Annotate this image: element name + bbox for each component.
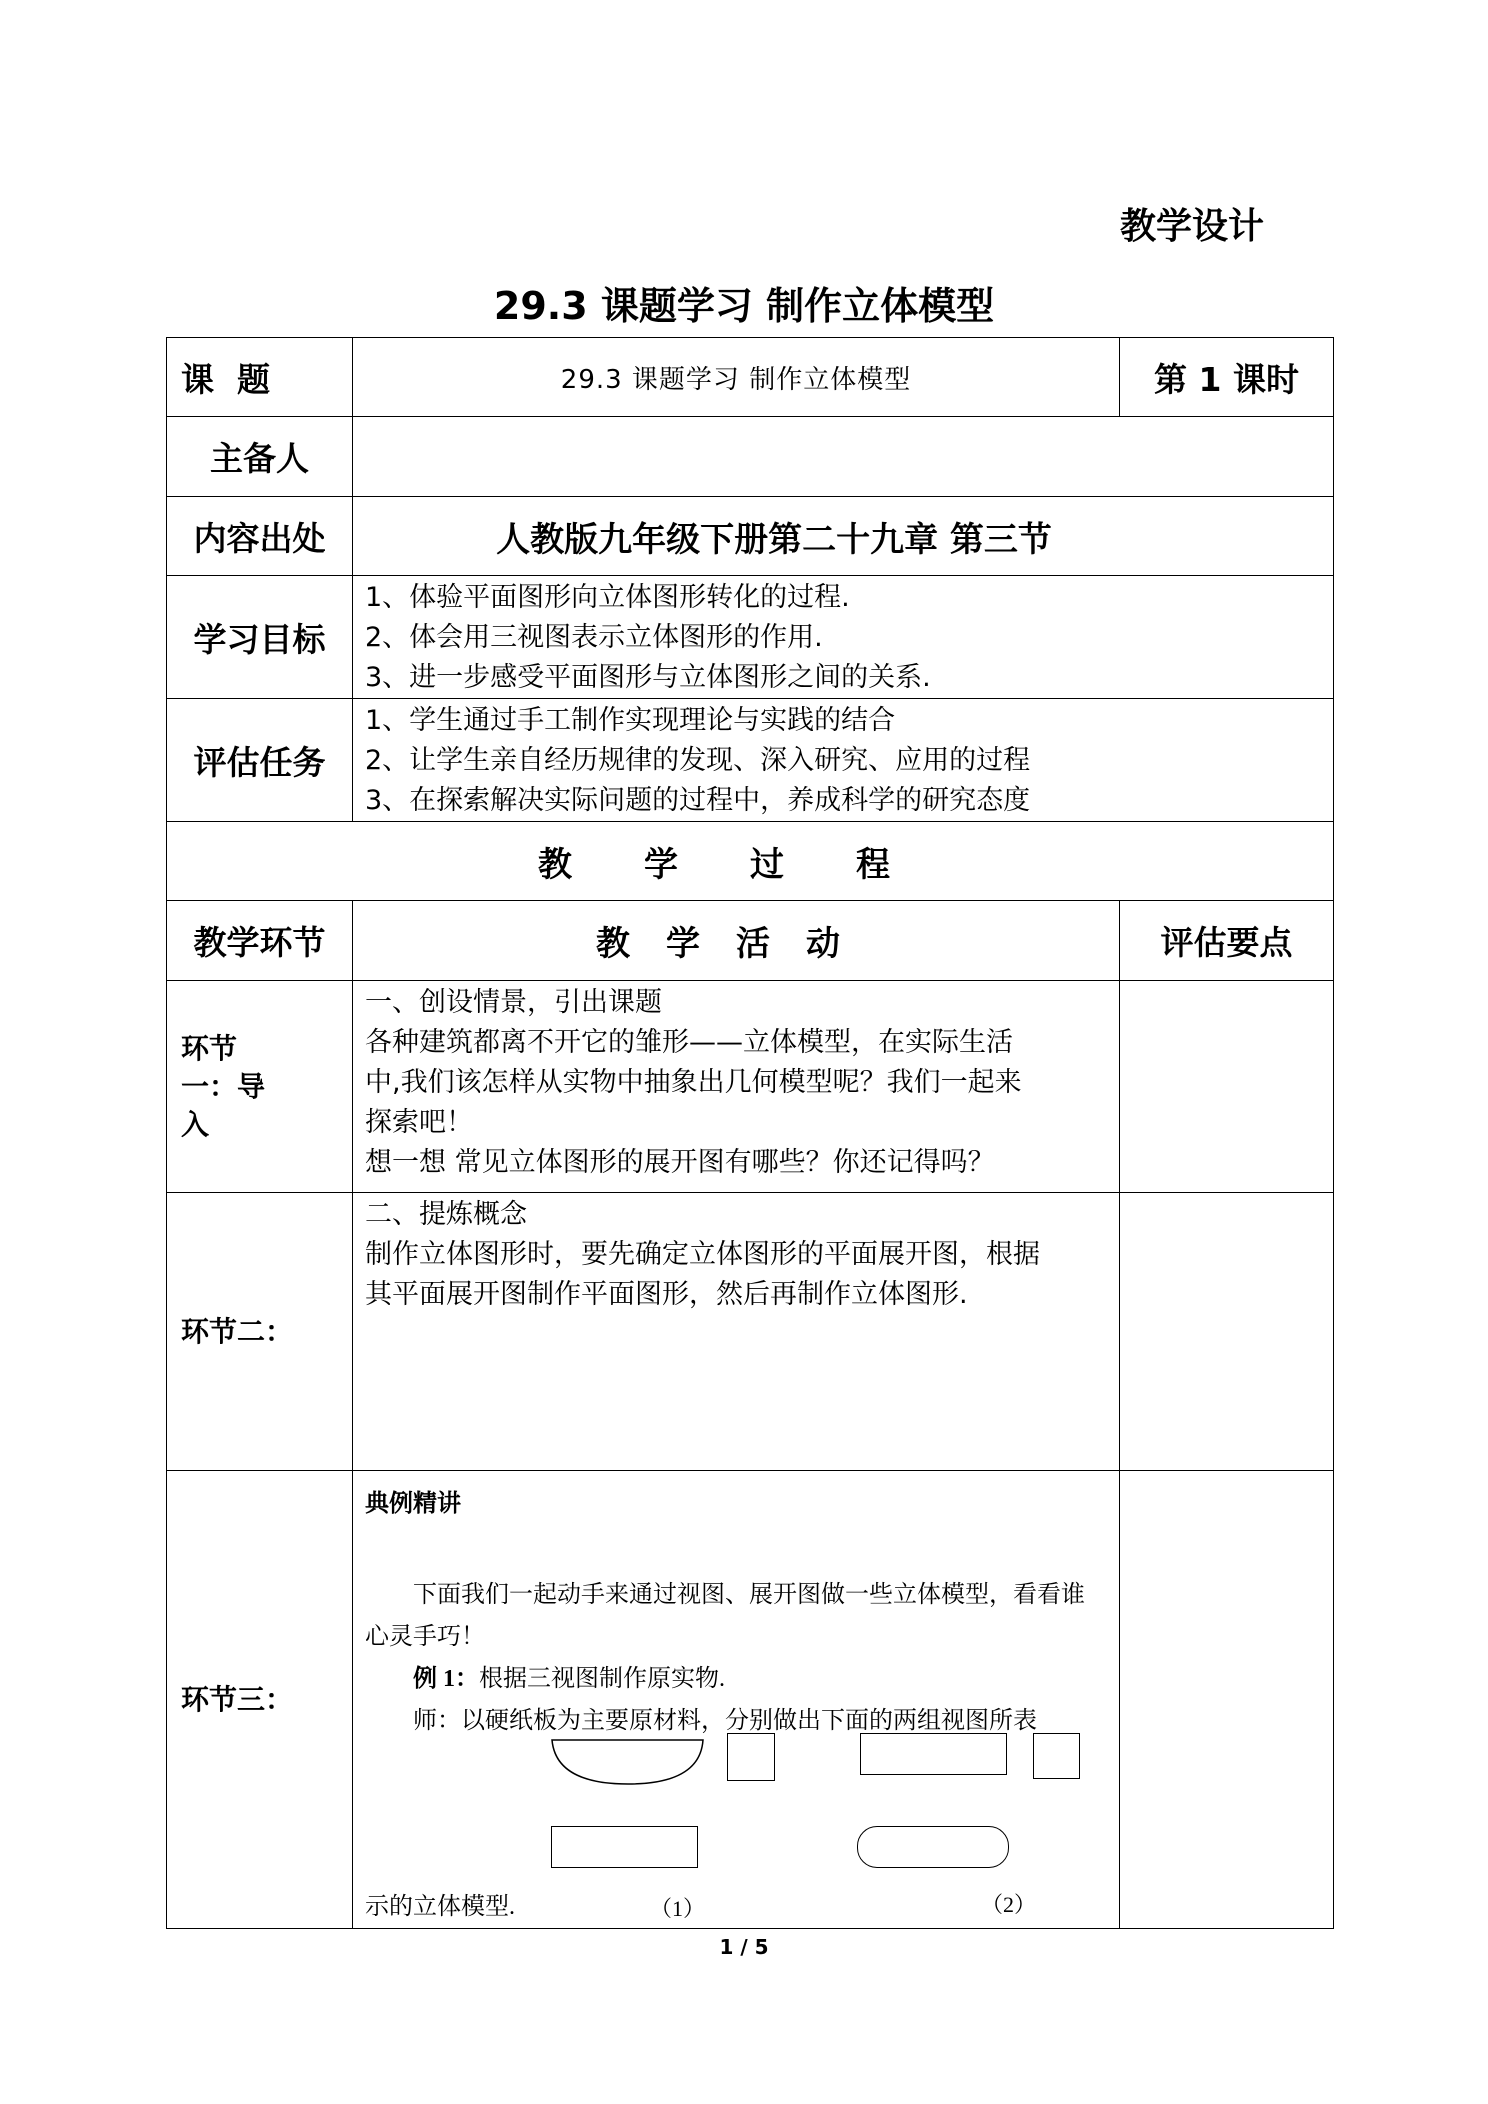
stage3-eval [1120, 1471, 1334, 1929]
example-text: 根据三视图制作原实物. [479, 1666, 725, 1692]
process-header: 教学过程 [167, 822, 1334, 901]
rect-top-view-1 [551, 1826, 698, 1868]
period-label: 第 1 课时 [1120, 338, 1334, 417]
stage2-label: 环节二： [167, 1193, 353, 1471]
stage3-row [167, 1471, 1334, 1929]
stage1-line: 各种建筑都离不开它的雏形——立体模型，在实际生活 [365, 1027, 1013, 1058]
assessment-list [353, 699, 1334, 822]
assessment-item: 2、让学生亲自经历规律的发现、深入研究、应用的过程 [365, 745, 1031, 776]
figure-caption-1: （1） [650, 1896, 706, 1921]
stage2-line: 制作立体图形时，要先确定立体图形的平面展开图，根据 [365, 1239, 1040, 1270]
stage1-content [353, 981, 1120, 1193]
stage1-label: 环节一：导入 [167, 981, 353, 1193]
example-heading: 典例精讲 [365, 1489, 461, 1517]
goal-item: 2、体会用三视图表示立体图形的作用. [365, 622, 823, 653]
assessment-item: 1、学生通过手工制作实现理论与实践的结合 [365, 705, 896, 736]
stage3-label: 环节三： [167, 1471, 353, 1929]
example-intro: 下面我们一起动手来通过视图、展开图做一些立体模型，看看谁心灵手巧！ [365, 1582, 1085, 1650]
semicircle-front-view [550, 1738, 705, 1786]
rect-front-view-2 [860, 1733, 1007, 1775]
goals-row [167, 576, 1334, 699]
col-eval: 评估要点 [1120, 901, 1334, 981]
stage2-eval [1120, 1193, 1334, 1471]
lead-label: 主备人 [167, 417, 353, 497]
process-header-row [167, 822, 1334, 901]
teacher-line: 师：以硬纸板为主要原材料，分别做出下面的两组视图所表 [413, 1708, 1037, 1734]
assessment-item: 3、在探索解决实际问题的过程中，养成科学的研究态度 [365, 785, 1031, 816]
col-stage: 教学环节 [167, 901, 353, 981]
topic-row [167, 338, 1334, 417]
stadium-top-view [857, 1826, 1009, 1868]
square-side-view [727, 1733, 775, 1781]
columns-row [167, 901, 1334, 981]
example-line [365, 1658, 1107, 1700]
goal-item: 1、体验平面图形向立体图形转化的过程. [365, 582, 850, 613]
figure-caption-2: （2） [981, 1892, 1037, 1917]
stage1-line: 探索吧！ [365, 1107, 473, 1138]
lead-value [353, 417, 1334, 497]
lesson-table [166, 337, 1334, 1929]
doc-label: 教学设计 [1120, 206, 1265, 247]
source-label: 内容出处 [167, 497, 353, 576]
goals-list [353, 576, 1334, 699]
stage1-line: 一、创设情景，引出课题 [365, 987, 662, 1018]
source-row [167, 497, 1334, 576]
goal-item: 3、进一步感受平面图形与立体图形之间的关系. [365, 662, 931, 693]
example-label: 例 1： [413, 1666, 479, 1692]
ending-line: 示的立体模型. [365, 1894, 515, 1920]
stage2-line: 其平面展开图制作平面图形，然后再制作立体图形. [365, 1279, 968, 1310]
topic-value: 29.3 课题学习 制作立体模型 [353, 338, 1120, 417]
goals-label: 学习目标 [167, 576, 353, 699]
stage1-line: 想一想 常见立体图形的展开图有哪些？你还记得吗？ [365, 1147, 995, 1178]
col-activity: 教学活动 [353, 901, 1120, 981]
stage2-row [167, 1193, 1334, 1471]
page-title: 29.3 课题学习 制作立体模型 [493, 284, 995, 328]
stage1-eval [1120, 981, 1334, 1193]
assessment-row [167, 699, 1334, 822]
stage1-line: 中,我们该怎样从实物中抽象出几何模型呢？我们一起来 [365, 1067, 1022, 1098]
stage2-content [353, 1193, 1120, 1471]
source-value: 人教版九年级下册第二十九章 第三节 [353, 497, 1334, 576]
lead-row [167, 417, 1334, 497]
topic-label: 课 题 [167, 338, 353, 417]
page-number: 1 / 5 [719, 1935, 769, 1959]
assessment-label: 评估任务 [167, 699, 353, 822]
square-side-view-2 [1033, 1733, 1080, 1779]
stage2-line: 二、提炼概念 [365, 1199, 527, 1230]
stage1-row [167, 981, 1334, 1193]
